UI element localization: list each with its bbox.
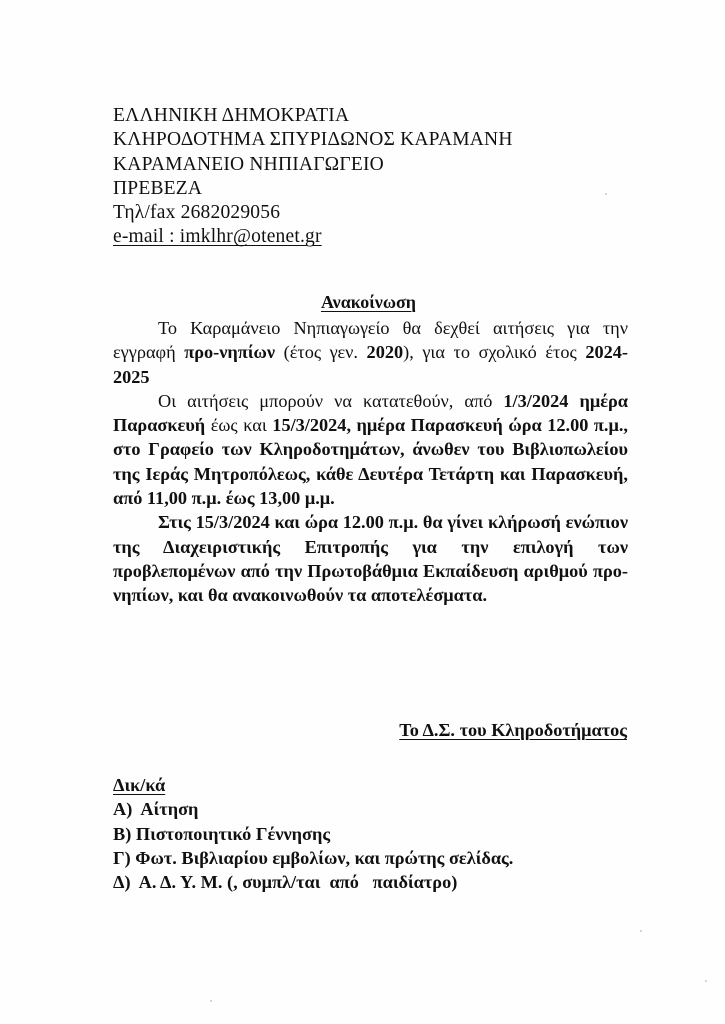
annex-item-birth-certificate: Β) Πιστοποιητικό Γέννησης (113, 823, 331, 844)
annex-item-vaccination-booklet: Γ) Φωτ. Βιβλιαρίου εμβολίων, και πρώτης σελίδας. (113, 847, 514, 868)
letterhead-email[interactable]: e-mail : imklhr@otenet.gr (113, 226, 322, 248)
p2-text-1: Οι αιτήσεις μπορούν να κατατεθούν, από (158, 390, 504, 411)
p2-text-3: έως και (205, 415, 273, 436)
p1-text-3: ), για το σχολικό έτος (403, 342, 586, 363)
paragraph-submission (113, 389, 628, 510)
signature: Το Δ.Σ. του Κληροδοτήματος (399, 720, 627, 740)
annexes-heading: Δικ/κά (113, 775, 166, 795)
letterhead-foundation: ΚΛΗΡΟΔΟΤΗΜΑ ΣΠΥΡΙΔΩΝΟΣ ΚΑΡΑΜΑΝΗ (113, 129, 513, 151)
p1-bold-school-year: 2024-2025 (113, 342, 629, 387)
annexes (113, 773, 513, 894)
p1-text-2: (έτος γεν. (275, 342, 367, 363)
p1-bold-pre-k: προ-νηπίων (184, 342, 276, 363)
letterhead (113, 104, 633, 250)
letterhead-country: ΕΛΛΗΝΙΚΗ ΔΗΜΟΚΡΑΤΙΑ (113, 105, 350, 126)
p3-text: Στις 15/3/2024 και ώρα 12.00 π.μ. θα γίνει κλήρωσή ενώπιον της Διαχειριστικής Επιτροπής για την επιλογή των προβλεπομένων από την Πρωτοβάθμια Εκπαίδευση αριθμού προ-νηπίων, και θα ανακοινωθούν τα αποτελέσματα. (113, 512, 628, 606)
paragraph-enrollment (113, 316, 628, 389)
annex-item-application: Α) Αίτηση (113, 799, 199, 820)
p2-bold-start-date: 1/3/2024 (503, 390, 569, 411)
phone-label: Τηλ/fax (113, 202, 176, 224)
p1-text-1: Το Καραμάνειο Νηπιαγωγείο θα δεχθεί αιτήσεις για την εγγραφή (113, 318, 628, 363)
announcement-body (113, 316, 628, 608)
letterhead-phone (113, 201, 633, 225)
scan-speck (640, 930, 642, 932)
letterhead-city: ΠΡΕΒΕΖΑ (113, 177, 203, 199)
announcement-title-wrap (0, 292, 725, 313)
phone-number: 2682029056 (180, 202, 281, 224)
letterhead-school: ΚΑΡΑΜΑΝΕΙΟ ΝΗΠΙΑΓΩΓΕΙΟ (113, 153, 384, 175)
annex-item-health-certificate: Δ) Α. Δ. Υ. Μ. (, συμπλ/ται από παιδίατρο) (113, 872, 458, 893)
p1-bold-birth-year: 2020 (366, 342, 404, 363)
p2-text-2: ημέρα (568, 390, 628, 411)
scan-speck (605, 193, 607, 195)
scan-speck (705, 980, 707, 982)
p2-bold-day: Παρασκευή (113, 415, 206, 436)
p2-bold-details: 15/3/2024, ημέρα Παρασκευή ώρα 12.00 π.μ., στο Γραφείο των Κληροδοτημάτων, άνωθεν του Βιβλιοπωλείου της Ιεράς Μητροπόλεως, κάθε Δευτέρα Τετάρτη και Παρασκευή, από 11,00 π.μ. έως 13,00 μ.μ. (113, 415, 628, 509)
scan-speck (210, 1000, 212, 1002)
paragraph-draw (113, 510, 628, 607)
announcement-title: Ανακοίνωση (320, 292, 417, 312)
